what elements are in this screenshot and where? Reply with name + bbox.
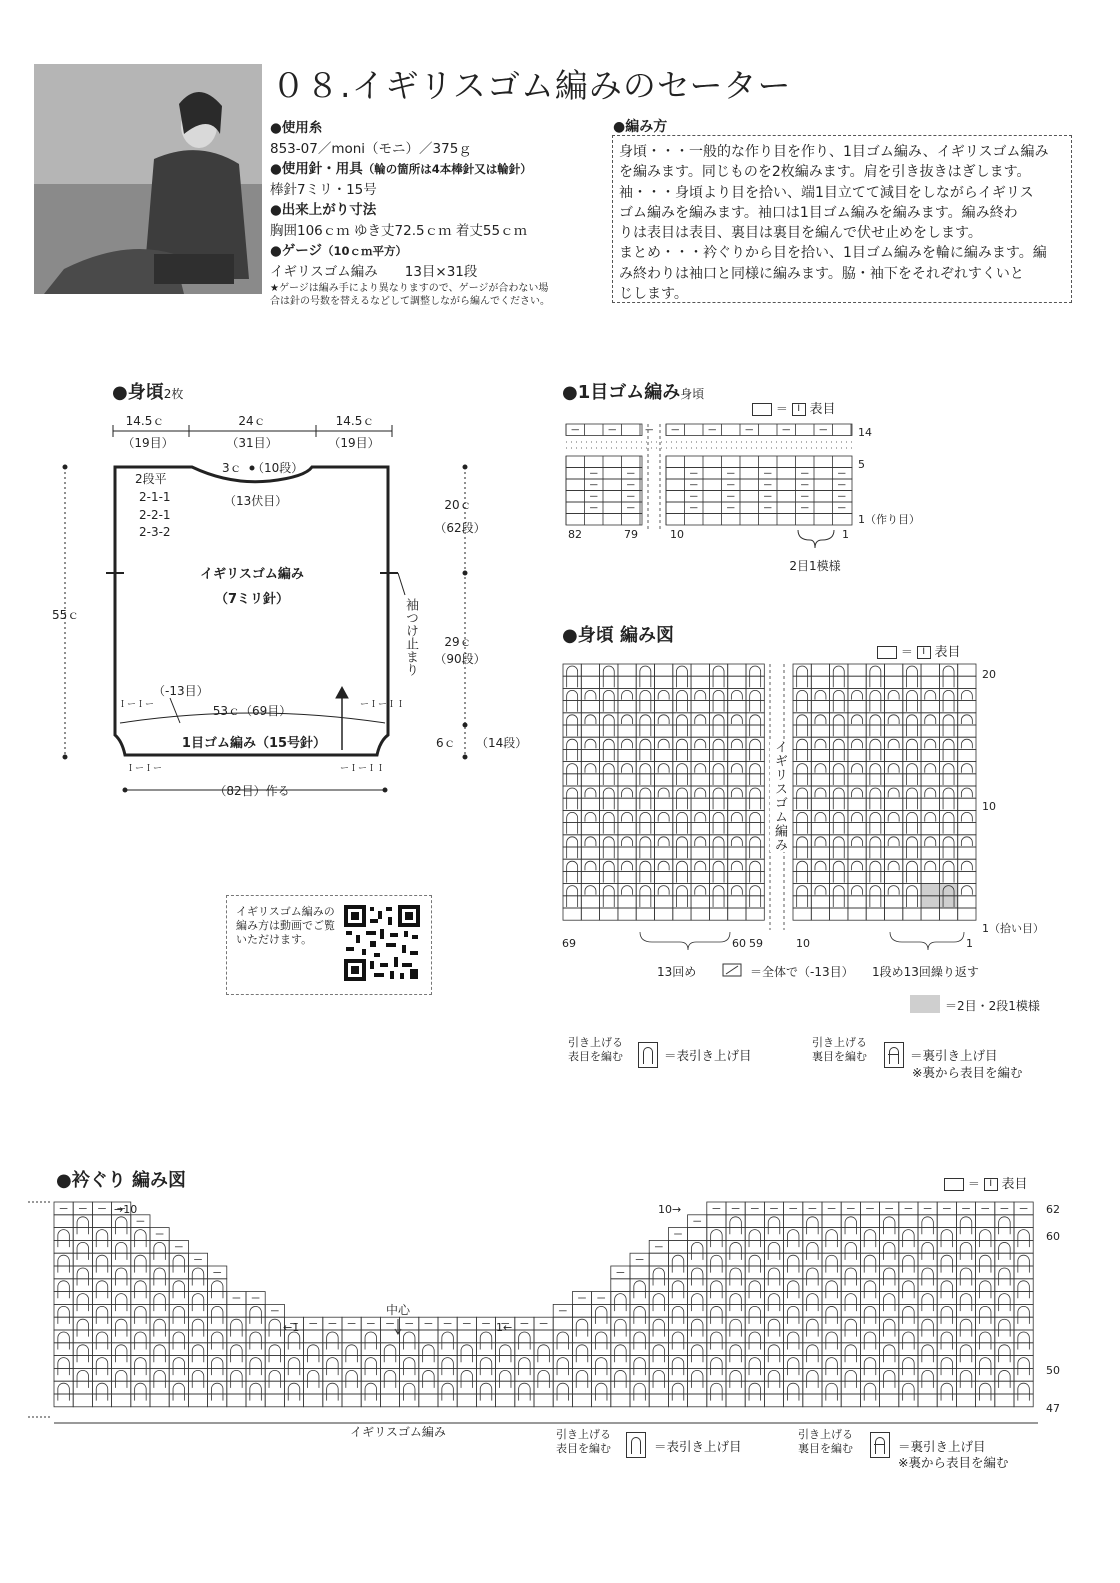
neck-sym1-line-a: 引き上げる xyxy=(556,1428,611,1441)
method-box xyxy=(612,135,1072,303)
rib-mark-lower-left: ＩーＩー xyxy=(126,764,163,774)
method-line: ゴム編みを編みます。袖口は1目ゴム編みを編みます。編み終わ xyxy=(619,204,1018,221)
body-legend-label: 表目 xyxy=(934,645,961,660)
model-photo xyxy=(34,64,262,294)
needles-note: （輪の箇所は4本棒針又は輪針） xyxy=(362,162,532,176)
dim-top-right-st: （19目） xyxy=(328,436,380,450)
dim-top-mid-cm: 24ｃ xyxy=(238,414,266,428)
neck-chart-title: ●衿ぐり 編み図 xyxy=(56,1170,186,1191)
rib-rows: （14段） xyxy=(476,736,528,750)
body-chart-grid xyxy=(560,660,1060,1030)
neck-row-label: 62 xyxy=(1046,1203,1060,1216)
spec-block xyxy=(270,118,550,308)
size-heading: ●出来上がり寸法 xyxy=(270,202,377,218)
qr-text: イギリスゴム編みの編み方は動画でご覧いただけます。 xyxy=(236,905,335,946)
dec-step-1: 2段平 xyxy=(135,472,167,486)
dec-step-3: 2-2-1 xyxy=(139,508,171,522)
mid-rows: （90段） xyxy=(434,652,486,666)
neck-bind: （13伏目） xyxy=(224,494,288,508)
method-line: じします。 xyxy=(619,286,688,303)
neck-sym2-meaning: ＝裏引き上げ目 xyxy=(898,1439,986,1454)
rib-chart-title-text: ●1目ゴム編み xyxy=(562,382,681,403)
rib-chart-grid xyxy=(560,420,930,580)
sym2-line-a: 引き上げる xyxy=(812,1036,867,1049)
body-needle-label: （7ミリ針） xyxy=(214,592,290,607)
neck-sym2-line-b: 裏目を編む xyxy=(798,1442,853,1455)
dim-top-mid-st: （31目） xyxy=(226,436,278,450)
neck-arrow-right-top: 10→ xyxy=(658,1203,682,1216)
neck-chart-legend: ＝ I 表目 xyxy=(944,1173,1027,1192)
body-dec-note: ＝全体で（-13目） xyxy=(750,965,854,979)
body-pattern-vertical: イギリスゴム編み xyxy=(772,740,787,852)
neck-row-label: 60 xyxy=(1046,1230,1060,1243)
method-line: まとめ・・・衿ぐりから目を拾い、1目ゴム編みを輪に編みます。編 xyxy=(619,245,1047,262)
body-gray-note: ＝2目・2段1模様 xyxy=(945,999,1040,1013)
body-col-label: 1 xyxy=(966,937,973,950)
neck-depth: 3ｃ xyxy=(222,461,242,475)
neck-sym1-meaning: ＝表引き上げ目 xyxy=(654,1439,742,1454)
dec-step-4: 2-3-2 xyxy=(139,525,171,539)
body-pattern-label: イギリスゴム編み xyxy=(200,567,304,582)
neck-arrow-right-mid: 1← xyxy=(496,1321,513,1334)
upper-height: 20ｃ xyxy=(444,498,472,512)
sym1-desc xyxy=(568,1036,623,1064)
neck-sym1-desc xyxy=(556,1428,611,1456)
body-chart-legend: ＝ I 表目 xyxy=(877,641,960,660)
body-diagram-title xyxy=(112,378,183,404)
method-line: を編みます。同じものを2枚編みます。肩を引き抜きはぎします。 xyxy=(619,164,1031,181)
page-title: ０８.イギリスゴム編みのセーター xyxy=(272,66,792,105)
body-col-label: 10 xyxy=(796,937,810,950)
rib-chart-title xyxy=(562,378,704,404)
body-row-label: 10 xyxy=(982,800,996,813)
method-line: 身頃・・・一般的な作り目を作り、1目ゴム編み、イギリスゴム編み xyxy=(619,144,1049,160)
sym1-meaning: ＝表引き上げ目 xyxy=(664,1048,752,1063)
neck-row-label: 50 xyxy=(1046,1364,1060,1377)
body-diagram-title-text: ●身頃 xyxy=(112,382,164,403)
dim-top-left-cm: 14.5ｃ xyxy=(125,414,165,428)
rib-legend-eq: ＝ xyxy=(775,402,788,416)
body-diagram-count: 2枚 xyxy=(163,387,184,401)
sym2-note: ※裏から表目を編む xyxy=(912,1065,1023,1080)
neck-slip-purl-symbol-icon xyxy=(870,1432,890,1458)
body-schematic xyxy=(40,405,540,805)
knit-stitch-icon: I xyxy=(917,646,931,659)
dec-note: （-13目） xyxy=(153,684,209,698)
rib-mark-lower-right: ーＩーＩＩ xyxy=(340,764,386,774)
model-photo-image xyxy=(34,64,262,294)
method-line: み終わりは袖口と同様に編みます。脇・袖下をそれぞれすくいと xyxy=(619,265,1024,282)
rib-height: 6ｃ xyxy=(436,736,456,750)
dec-step-2: 2-1-1 xyxy=(139,490,171,504)
neck-arrow-left-mid: ←1 xyxy=(283,1321,300,1334)
neck-sym1-line-b: 表目を編む xyxy=(556,1442,611,1455)
neck-pattern-label: イギリスゴム編み xyxy=(350,1425,446,1439)
rib-grid-lines xyxy=(566,424,852,530)
sym2-meaning: ＝裏引き上げ目 xyxy=(910,1048,998,1063)
gauge-heading: ●ゲージ xyxy=(270,243,323,259)
rib-chart-sub: 身頃 xyxy=(680,387,705,401)
rib-mark-upper-left: ＩーＩー xyxy=(118,700,155,710)
body-repeat-right: 1段め13回繰り返す xyxy=(872,965,979,979)
rib-col-label: 82 xyxy=(568,528,582,541)
neck-legend-label: 表目 xyxy=(1001,1177,1028,1192)
yarn-value: 853-07／moni（モニ）／375ｇ xyxy=(270,140,472,157)
sleeve-stop-label: 袖つけ止まり xyxy=(403,598,418,676)
sym1-line-b: 表目を編む xyxy=(568,1050,623,1063)
neck-arrow-left-top: →10 xyxy=(114,1203,138,1216)
rib-row-label: 5 xyxy=(858,458,865,471)
mid-height: 29ｃ xyxy=(444,635,472,649)
body-col-label: 69 xyxy=(562,937,576,950)
gauge-note: （10ｃｍ平方） xyxy=(322,244,408,258)
rib-legend xyxy=(752,398,836,417)
neck-rows: （10段） xyxy=(252,461,304,475)
rib-col-label: 10 xyxy=(670,528,684,541)
neck-chart-grid xyxy=(26,1195,1096,1445)
rib-label: 1目ゴム編み（15号針） xyxy=(181,736,327,751)
neck-sym2-line-a: 引き上げる xyxy=(798,1428,853,1441)
rib-row-label: 14 xyxy=(858,426,872,439)
rib-col-label: 79 xyxy=(624,528,638,541)
slip-purl-symbol-icon xyxy=(884,1042,904,1068)
rib-col-label: 1 xyxy=(842,528,849,541)
rib-legend-label: 表目 xyxy=(809,402,836,417)
method-line: りは表目は表目、裏目は裏目を編んで伏せ止めをします。 xyxy=(619,225,982,242)
neck-slip-knit-symbol-icon xyxy=(626,1432,646,1458)
body-col-label: 59 xyxy=(749,937,763,950)
neck-center: 中心 xyxy=(385,1303,411,1317)
yarn-heading: ●使用糸 xyxy=(270,120,323,136)
body-width: 53ｃ（69目） xyxy=(212,704,292,718)
total-height: 55ｃ xyxy=(52,608,80,622)
knit-stitch-icon: I xyxy=(792,403,806,416)
sym2-desc xyxy=(812,1036,867,1064)
knit-stitch-icon: I xyxy=(984,1178,998,1191)
neck-sym2-desc xyxy=(798,1428,853,1456)
size-value: 胸囲106ｃｍ ゆき丈72.5ｃｍ 着丈55ｃｍ xyxy=(270,222,528,239)
empty-cell-icon xyxy=(752,403,772,416)
body-row-label: 20 xyxy=(982,668,996,681)
upper-rows: （62段） xyxy=(434,521,486,535)
slip-knit-symbol-icon xyxy=(638,1042,658,1068)
rib-mark-upper-right: ーＩーＩＩ xyxy=(360,700,406,710)
dim-top-left-st: （19目） xyxy=(122,436,174,450)
method-line: 袖・・・身頃より目を拾い、端1目立てて減目をしながらイギリス xyxy=(619,184,1034,201)
neck-sym2-note: ※裏から表目を編む xyxy=(898,1455,1009,1470)
gauge-value: イギリスゴム編み 13目×31段 xyxy=(270,263,478,280)
body-row-label: 1（拾い目） xyxy=(982,922,1044,935)
needles-heading: ●使用針・用具 xyxy=(270,161,363,177)
empty-cell-icon xyxy=(877,646,897,659)
rib-row-label: 1（作り目） xyxy=(858,513,920,526)
body-col-label: 60 xyxy=(732,937,746,950)
method-heading: ●編み方 xyxy=(613,119,668,135)
body-chart-title: ●身頃 編み図 xyxy=(562,625,674,646)
sym1-line-a: 引き上げる xyxy=(568,1036,623,1049)
dim-top-right-cm: 14.5ｃ xyxy=(335,414,375,428)
rib-repeat-label: 2目1模様 xyxy=(789,559,841,573)
empty-cell-icon xyxy=(944,1178,964,1191)
gauge-caution-2: 合は針の号数を替えるなどして調整しながら編んでください。 xyxy=(270,296,550,307)
neck-row-label: 47 xyxy=(1046,1402,1060,1415)
gray-swatch xyxy=(910,995,940,1013)
sym2-line-b: 裏目を編む xyxy=(812,1050,867,1063)
needles-value: 棒針7ミリ・15号 xyxy=(270,181,377,198)
neck-grid-lines xyxy=(54,1202,1033,1407)
gauge-caution-1: ★ゲージは編み手により異なりますので、ゲージが合わない場 xyxy=(270,283,549,294)
body-repeat-left: 13回め xyxy=(657,965,697,979)
cast-on-label: （82目）作る xyxy=(214,784,290,798)
qr-code-icon[interactable] xyxy=(344,905,420,981)
